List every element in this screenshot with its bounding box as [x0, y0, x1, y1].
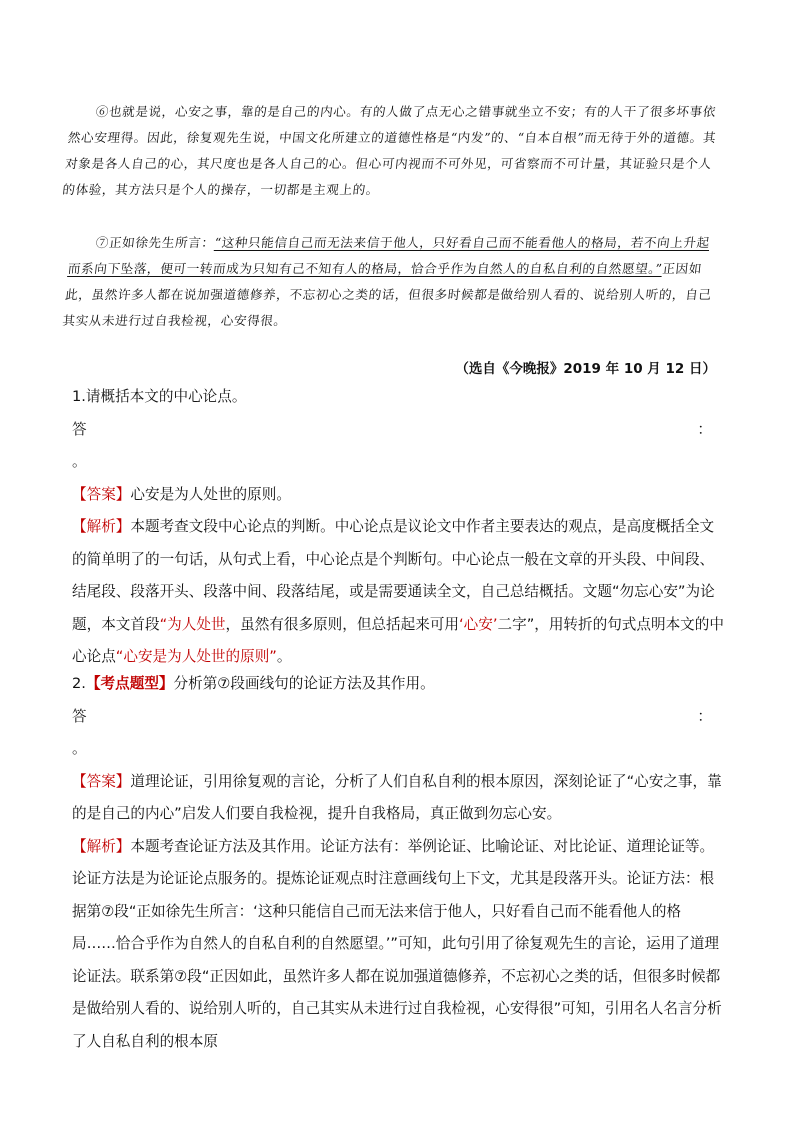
question-2-block — [72, 668, 724, 1058]
answer-tag: 【答案】 — [72, 485, 131, 503]
question-2-text — [72, 668, 724, 701]
analysis-1-text-b: ，虽然有很多原则，但总括起来可用 — [225, 615, 460, 633]
underlined-quote: “这种只能信自己而无法来信于他人，只好看自己而不能看他人的格局，若不向上升起而系向下坠落，便可一转而成为只知有己不知有人的格局，恰合乎作为自然人的自私自利的自然愿望。” — [67, 235, 711, 276]
analysis-2 — [72, 831, 724, 1059]
answer-period: 。 — [72, 740, 87, 757]
paragraph-6-text: ⑥也就是说，心安之事，靠的是自己的内心。有的人做了点无心之错事就坐立不安；有的人干了很多坏事依然心安理得。因此，徐复观先生说，中国文化所建立的道德性格是“内发”的、“自本自根”而无待于外的道德。其对象是各人自己的心，其尺度也是各人自己的心。但心可内视而不可外见，可省察而不可计量，其证验只是个人的体验，其方法只是个人的操存，一切都是主观上的。 — [61, 104, 718, 197]
answer-label: 答 — [72, 707, 87, 725]
analysis-2-text: 本题考查论证方法及其作用。论证方法有：举例论证、比喻论证、对比论证、道理论证等。论证方法是为论证论点服务的。提炼论证观点时注意画线句上下文，尤其是段落开头。论证方法：根据第⑦段“正如徐先生所言：‘这种只能信自己而无法来信于他人，只好看自己而不能看他人的格局……恰合乎作为自然人的自私自利的自然愿望。’”可知，此句引用了徐复观先生的言论，运用了道理论证法。联系第⑦段“正因如此，虽然许多人都在说加强道德修养，不忘初心之类的话，但很多时候都是做给别人看的、说给别人听的，自己其实从未进行过自我检视，心安得很”可知，引用名人名言分析了人自私自利的根本原 — [72, 837, 722, 1050]
question-1-block — [72, 381, 724, 674]
answer-2-text: 道理论证，引用徐复观的言论，分析了人们自私自利的根本原因，深刻论证了“心安之事，靠的是自己的内心”启发人们要自我检视，提升自我格局，真正做到勿忘心安。 — [72, 772, 722, 822]
question-type-tag: 【考点题型】 — [85, 675, 174, 692]
paragraph-7-lead: ⑦正如徐先生所言： — [95, 235, 216, 250]
answer-line-2 — [72, 701, 724, 734]
analysis-1-text-d: 。 — [276, 648, 292, 665]
question-2-body: 分析第⑦段画线句的论证方法及其作用。 — [173, 675, 435, 692]
paragraph-7-tail: 正因如此，虽然许多人都在说加强道德修养，不忘初心之类的话，但很多时候都是做给别人看的、说给别人听的，自己其实从未进行过自我检视，心安得很。 — [61, 261, 713, 328]
answer-2 — [72, 766, 724, 831]
analysis-1-quote-2: ‘心安’ — [459, 615, 498, 633]
passage-paragraph-7 — [61, 230, 724, 334]
analysis-1 — [72, 511, 724, 674]
answer-colon: ： — [697, 420, 712, 438]
source-citation: （选自《今晚报》2019 年 10 月 12 日） — [455, 361, 716, 377]
question-1-text: 1.请概括本文的中心论点。 — [72, 388, 247, 405]
answer-period: 。 — [72, 453, 87, 470]
answer-1 — [72, 479, 724, 512]
answer-1-text: 心安是为人处世的原则。 — [130, 485, 291, 503]
analysis-1-quote-3: “心安是为人处世的原则” — [115, 648, 277, 665]
analysis-tag: 【解析】 — [72, 837, 131, 855]
answer-label: 答 — [72, 420, 87, 438]
question-2-number: 2. — [72, 675, 86, 692]
analysis-1-text-a: 本题考查文段中心论点的判断。中心论点是议论文中作者主要表达的观点，是高度概括全文的简单明了的一句话，从句式上看，中心论点是个判断句。中心论点一般在文章的开头段、中间段、结尾段、段落开头、段落中间、段落结尾，或是需要通读全文，自己总结概括。文题“勿忘心安”为论题，本文首段 — [72, 518, 715, 633]
analysis-tag: 【解析】 — [72, 518, 131, 535]
answer-line-1 — [72, 414, 724, 447]
analysis-1-quote-1: “为人处世 — [159, 615, 226, 633]
analysis-1-text-c: 二字”，用转折的句式点明本文的中心论点 — [72, 615, 724, 665]
passage-paragraph-6 — [61, 99, 724, 203]
answer-colon: ： — [697, 707, 712, 725]
answer-tag: 【答案】 — [72, 772, 131, 790]
